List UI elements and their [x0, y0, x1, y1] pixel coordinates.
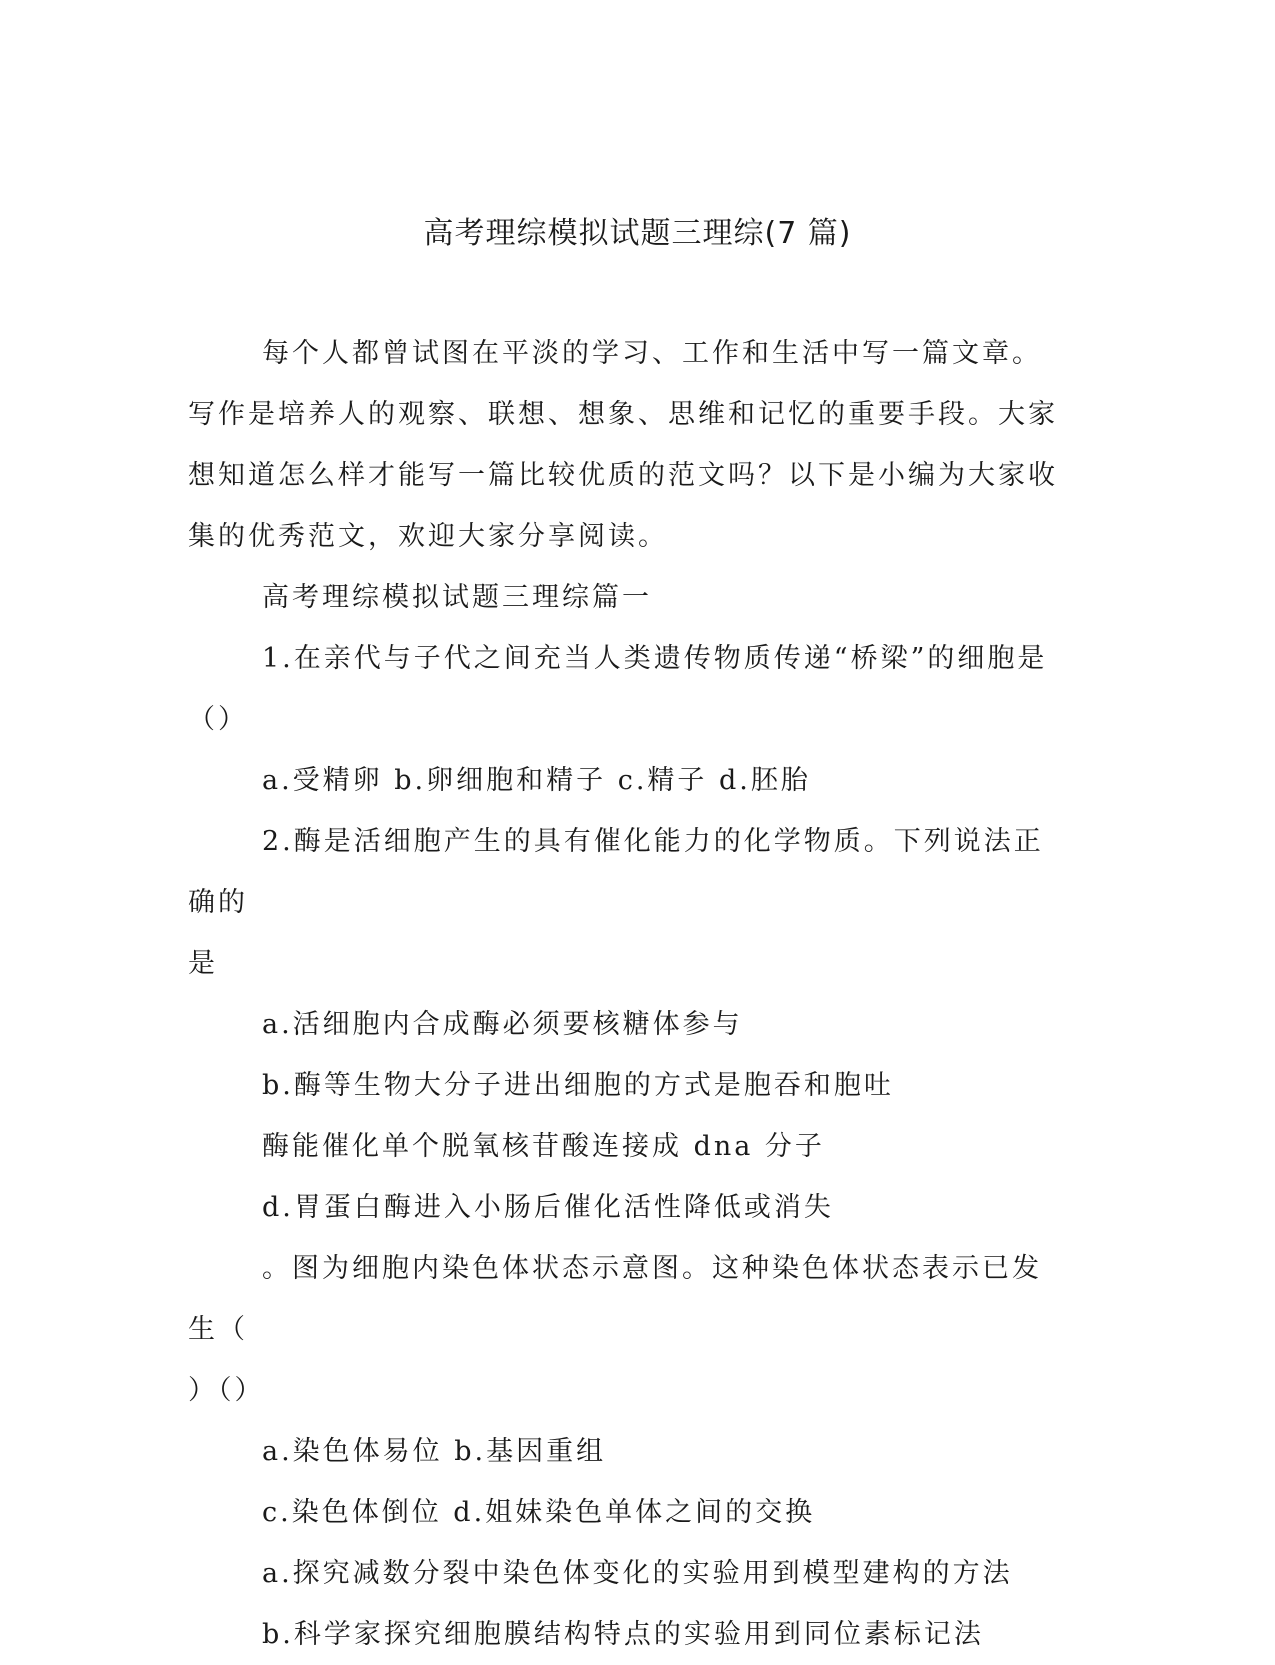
question-2-option-d: d.胃蛋白酶进入小肠后催化活性降低或消失 — [262, 1192, 834, 1223]
document-title: 高考理综模拟试题三理综(7 篇) — [423, 216, 852, 251]
question-3-line-1: 。图为细胞内染色体状态示意图。这种染色体状态表示已发生（ — [188, 1253, 1042, 1345]
question-3-options-cd: c.染色体倒位 d.姐妹染色单体之间的交换 — [262, 1497, 816, 1528]
intro-paragraph: 每个人都曾试图在平淡的学习、工作和生活中写一篇文章。写作是培养人的观察、联想、想象、思维和记忆的重要手段。大家想知道怎么样才能写一篇比较优质的范文吗？以下是小编为大家收集的优秀范文，欢迎大家分享阅读。 — [188, 338, 1058, 552]
question-2-line-2: 是 — [188, 948, 218, 979]
question-3-options-ab: a.染色体易位 b.基因重组 — [262, 1436, 607, 1467]
question-2-option-c: 酶能催化单个脱氧核苷酸连接成 dna 分子 — [262, 1131, 825, 1162]
question-3-line-2: ）（） — [188, 1375, 265, 1406]
question-4-option-a: a.探究减数分裂中染色体变化的实验用到模型建构的方法 — [262, 1558, 1013, 1589]
question-1-options: a.受精卵 b.卵细胞和精子 c.精子 d.胚胎 — [262, 765, 811, 796]
question-2-option-b: b.酶等生物大分子进出细胞的方式是胞吞和胞吐 — [262, 1070, 894, 1101]
question-2-option-a: a.活细胞内合成酶必须要核糖体参与 — [262, 1009, 743, 1040]
question-1: 1.在亲代与子代之间充当人类遗传物质传递“桥梁”的细胞是（） — [188, 643, 1048, 735]
section-heading: 高考理综模拟试题三理综篇一 — [262, 582, 652, 613]
question-4-option-b: b.科学家探究细胞膜结构特点的实验用到同位素标记法 — [262, 1619, 984, 1650]
document-body — [188, 323, 1068, 1665]
question-2-line-1: 2.酶是活细胞产生的具有催化能力的化学物质。下列说法正确的 — [188, 826, 1044, 918]
